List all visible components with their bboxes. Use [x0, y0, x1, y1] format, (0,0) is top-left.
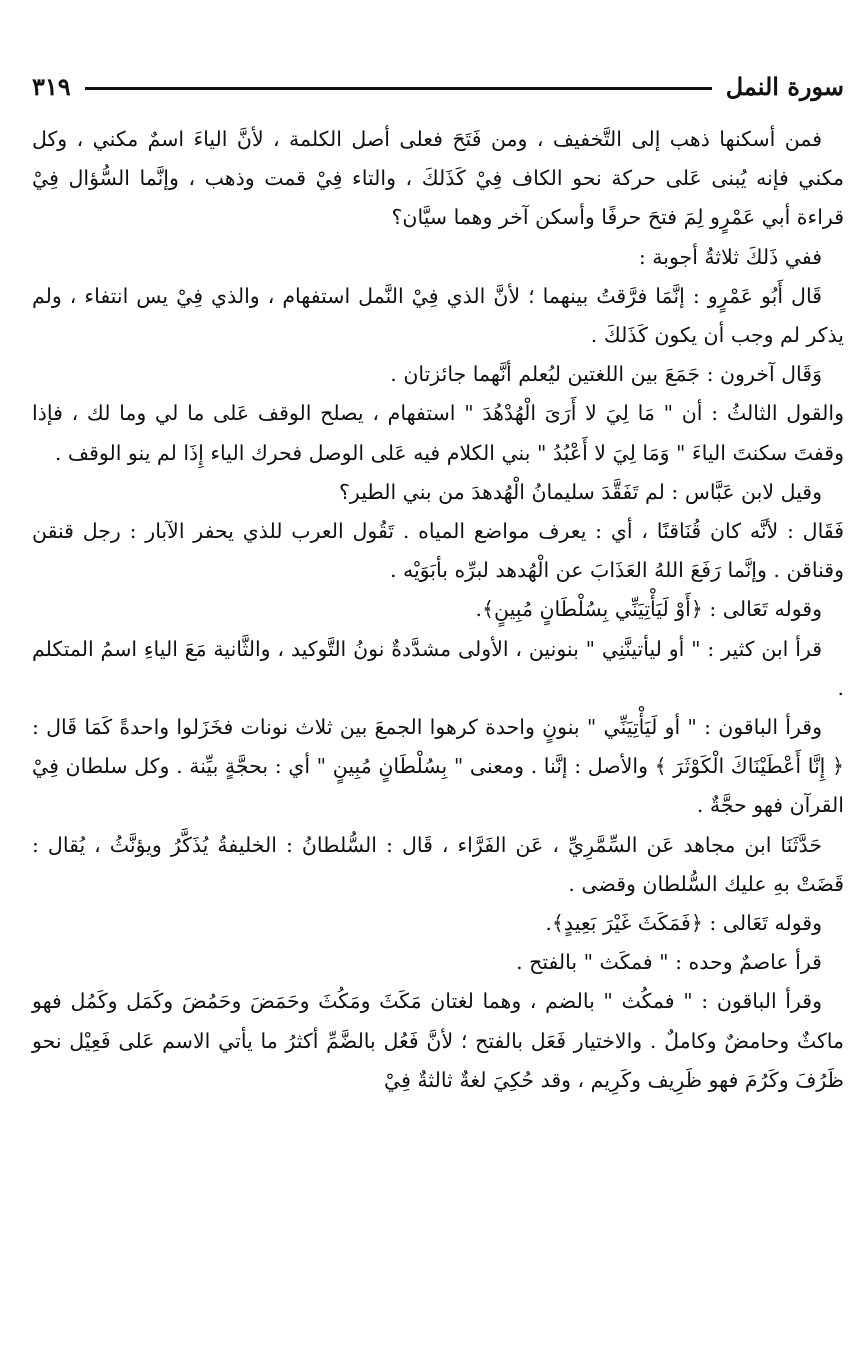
book-page [32, 64, 844, 1354]
paragraph: وقوله تَعَالى : ﴿أَوْ لَيَأْتِيَنِّي بِسُلْطَانٍ مُبِينٍ﴾. [475, 597, 822, 622]
running-header [32, 64, 844, 108]
paragraph: قرأ ابن كثير : " أو ليأتينَّنِي " بنونين ، الأولى مشدَّدةٌ نونُ التَّوكيد ، والثَّانية مَعَ الياءِ اسمُ المتكلم . [32, 636, 844, 700]
paragraph: وقوله تَعَالى : ﴿فَمَكَثَ غَيْرَ بَعِيدٍ﴾. [545, 911, 822, 936]
paragraph: وقيل لابن عَبَّاس : لم تَفَقَّدَ سليمانُ الْهُدهدَ من بني الطير؟ [339, 479, 822, 504]
paragraph: والقول الثالثُ : أن " مَا لِيَ لا أَرَىَ الْهُدْهُدَ " استفهام ، يصلح الوقف عَلى ما لي وما لك ، فإذا وقفتَ سكنتَ الياءَ " وَمَا لِيَ لا أَعْبُدُ " بني الكلام فيه عَلى الوصل فحرك الياء إِذَا لم ينو الوقف . [32, 401, 844, 465]
paragraph: وقرأ الباقون : " فمكُث " بالضم ، وهما لغتان مَكَثَ ومَكُثَ وحَمَضَ وحَمُضَ وكَمَل وكَمُل فهو ماكثٌ وحامضٌ وكاملٌ . والاختيار فَعَل بالفتح ؛ لأنَّ فَعُل بالضَّمِّ أكثرُ ما يأتي الاسم عَلى فَعِيْل نحو ظَرُفَ وكَرُمَ فهو ظَرِيف وكَرِيم ، وقد حُكِيَ لغةٌ ثالثةٌ فِيْ [32, 989, 844, 1092]
paragraph: قَال أَبُو عَمْرٍو : إنَّمَا فرَّقتُ بينهما ؛ لأنَّ الذي فِيْ النَّمل استفهام ، والذي فِيْ يس انتفاء ، ولم يذكر لم وجب أن يكون كَذَلكَ . [32, 283, 844, 348]
body-text [32, 120, 844, 1100]
paragraph: وقرأ الباقون : " أو لَيَأْتِيَنِّي " بنونٍ واحدة كرهوا الجمعَ بين ثلاث نونات فخَزَلوا واحدةً كَمَا قَال : ﴿ إِنَّا أَعْطَيْنَاكَ الْكَوْثَرَ ﴾ والأصل : إنَّنا . ومعنى " بِسُلْطَانٍ مُبِينٍ " أي : بحجَّةٍ بيِّنة . وكل سلطان فِيْ القرآن فهو حجَّةٌ . [32, 715, 844, 818]
paragraph: فمن أسكنها ذهب إلى التَّخفيف ، ومن فَتَحَ فعلى أصل الكلمة ، لأنَّ الياءَ اسمٌ مكني ، وكل مكني فإنه يُبنى عَلى حركة نحو الكاف فِيْ كَذَلكَ ، والتاء فِيْ قمت وذهب ، وإنَّما السُّؤال فِيْ قراءة أبي عَمْرٍو لِمَ فتحَ حرفًا وأسكن آخر وهما سيَّان؟ [32, 127, 844, 230]
surah-title: سورة النمل [725, 71, 844, 101]
header-rule [85, 87, 712, 90]
paragraph: قرأ عاصمٌ وحده : " فمكَث " بالفتح . [516, 950, 822, 975]
paragraph: ففي ذَلكَ ثلاثةُ أجوبة : [638, 244, 822, 269]
page-number: ٣١٩ [32, 71, 71, 101]
paragraph: فَقَال : لأنَّه كان قُنَاقنًا ، أي : يعرف مواضع المياه . تَقُول العرب للذي يحفر الآبار : رجل قنقن وقناقن . وإنَّما رَفَعَ اللهُ العَذَابَ عن الْهُدهد لبرِّه بأبَوَيْه . [32, 519, 844, 583]
paragraph: وَقَال آخرون : جَمَعَ بين اللغتين ليُعلم أنَّهما جائزتان . [390, 362, 822, 387]
paragraph: حَدَّثَنَا ابن مجاهد عَن السِّمَّرِيِّ ، عَن الفَرَّاء ، قَال : السُّلطانُ : الخليفةُ يُذَكَّرُ ويؤنَّثُ ، يُقال : قَضَتْ بهِ عليك السُّلطان وقضى . [32, 832, 844, 896]
